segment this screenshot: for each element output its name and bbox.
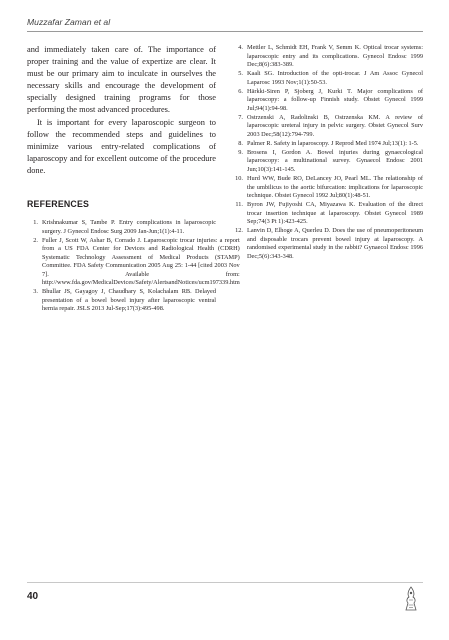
reference-number: 12. (235, 227, 243, 235)
reference-item (231, 227, 423, 261)
reference-text: Fuller J, Scott W, Ashar B, Corrado J. Laparoscopic trocar injuries: a report from a US FDA Center for Devices and Radiological Health (CDRH) Systematic Technology Assessment of Medical Products (STAMP) Committee. FDA Safety Communication 2005 Aug 25: 1-44 [cited 2003 Nov 7]. Available from: http://www.fda.gov/MedicalDevices/Safety/AlertsandNotices/ucm197339.htm (42, 236, 240, 287)
references-heading: REFERENCES (27, 199, 90, 210)
reference-item (231, 70, 423, 87)
reference-text: Lanvin D, Elhoge A, Querleu D. Does the use of pneumoperitoneum and disposable trocars prevent bowel injury at laparoscopy. A randomised experimental study in the rabbit? Gynaecol Endosc 1996 Dec;5(6):343-348. (247, 227, 423, 260)
reference-text: Palmer R. Safety in laparoscopy. J Reprod Med 1974 Jul;13(1): 1-5. (247, 139, 419, 147)
reference-text: Kaali SG. Introduction of the opti-trocar. J Am Assoc Gynecol Laparosc 1993 Nov;1(1):50-53. (247, 70, 423, 86)
reference-text: Brosens I, Gordon A. Bowel injuries during gynaecological laparoscopy: a multinational survey. Gynaecol Endosc 2001 Jun;10(3):141-145. (247, 148, 423, 173)
reference-item (231, 44, 423, 70)
reference-number: 3. (33, 288, 38, 296)
reference-list (27, 219, 240, 314)
right-column (231, 44, 423, 262)
reference-number: 6. (238, 87, 243, 95)
reference-text: Krishnakumar S, Tambe P. Entry complications in laparoscopic surgery. J Gynecol Endosc Surg 2009 Jan-Jun;1(1):4-11. (42, 219, 216, 235)
footer-rule (27, 582, 423, 583)
reference-text: Mettler L, Schmidt EH, Frank V, Semm K. Optical trocar systems: laparoscopic entry and its complications. Gynecol Endosc 1999 Dec;8(6):383-389. (247, 44, 423, 68)
body-paragraph: It is important for every laparoscopic surgeon to follow the recommended steps and guidelines to minimize various entry-related complications of laparoscopy and for excellent outcome of the procedure done. (27, 117, 216, 175)
reference-number: 8. (238, 139, 243, 147)
reference-number: 5. (238, 70, 243, 78)
reference-text: Härkki-Siren P, Sjoberg J, Kurki T. Major complications of laparoscopy: a follow-up Finnish study. Obstet Gynecol 1999 Jul;94(1):94-98. (247, 87, 423, 112)
reference-text: Ostrzenski A, Radolinski B, Ostrzenska KM. A review of laparoscopic ureteral injury in pelvic surgery. Obstet Gynecol Surv 2003 Dec;58(12):794-799. (247, 113, 423, 138)
reference-number: 7. (238, 113, 243, 121)
reference-text: Byron JW, Fujiyoshi CA, Miyazawa K. Evaluation of the direct trocar insertion technique at laparoscopy. Obstet Gynecol 1989 Sep;74(3 Pt 1):423-425. (247, 201, 423, 226)
running-header-author: Muzzafar Zaman et al (27, 17, 111, 27)
reference-number: 11. (235, 201, 243, 209)
reference-number: 1. (33, 219, 38, 227)
reference-number: 2. (33, 236, 38, 244)
reference-number: 10. (235, 175, 243, 183)
reference-item (27, 236, 240, 288)
header-rule (27, 31, 423, 32)
reference-text: Bhullar JS, Gayagoy J, Chaudhary S, Kolachalam RB. Delayed presentation of a bowel bowel injury after laparoscopic ventral hernia repair. JSLS 2013 Jul-Sep;17(3):495-498. (42, 288, 216, 313)
reference-item (231, 88, 423, 114)
reference-item (231, 149, 423, 175)
reference-item (27, 219, 216, 236)
reference-item (231, 175, 423, 201)
reference-item (231, 140, 423, 149)
publisher-logo-icon (404, 586, 418, 612)
reference-item (231, 114, 423, 140)
reference-number: 9. (238, 148, 243, 156)
reference-item (231, 201, 423, 227)
reference-text: Hurd WW, Bude RO, DeLancey JO, Pearl ML. The relationship of the umbilicus to the aortic bifurcation: implications for laparoscopic technique. Obstet Gynecol 1992 Jul;80(1):48-51. (247, 175, 423, 200)
reference-number: 4. (238, 44, 243, 51)
page-number: 40 (27, 591, 39, 602)
reference-item (27, 288, 216, 314)
reference-list (231, 44, 423, 261)
body-paragraph: and immediately taken care of. The importance of proper training and the value of expertize are clear. It must be our primary aim to inculcate in ourselves the necessary skills and encourage the development of specially designed training programs for those performing the most advanced procedures. (27, 45, 216, 115)
